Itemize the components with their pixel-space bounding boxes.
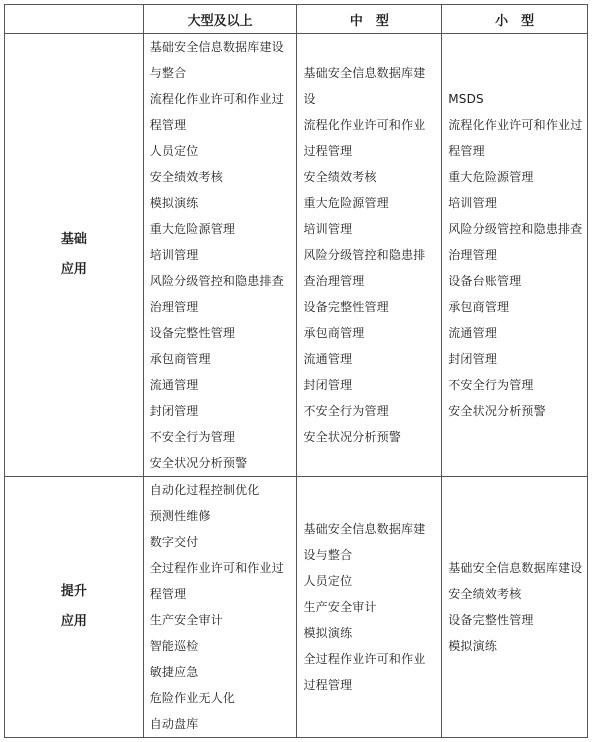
list-item: 不安全行为管理 [448,378,534,392]
list-item: 培训管理 [448,196,498,210]
list-item: 封闭管理 [448,352,498,366]
row-label-basic [5,34,144,477]
list-item: 承包商管理 [149,352,211,366]
list-item: 不安全行为管理 [149,430,236,444]
list-item: 不安全行为管理 [303,404,389,418]
list-item: 基础安全信息数据库建设 [448,561,583,575]
row-label-line: 提升 [60,584,87,599]
list-item: 封闭管理 [303,378,353,392]
list-item: 流程化作业许可和作业过程管理 [448,118,583,158]
cell-upgrade-large [143,477,297,738]
list-item: 模拟演练 [149,196,199,210]
list-item: 生产安全审计 [149,613,223,627]
list-item: 流程化作业许可和作业过程管理 [303,118,426,158]
cell-basic-large [143,34,297,477]
list-item: 设备完整性管理 [149,326,236,340]
list-item: 流通管理 [149,378,199,392]
header-medium: 中 型 [297,5,442,34]
list-item: 敏捷应急 [149,665,199,679]
list-item: 设备台账管理 [448,274,522,288]
list-item: 人员定位 [149,144,199,158]
header-blank [5,5,144,34]
list-item: 流通管理 [448,326,498,340]
list-item: 安全绩效考核 [303,170,377,184]
list-item: 风险分级管控和隐患排查治理管理 [303,248,426,288]
row-upgrade-application [5,477,588,738]
list-item: 重大危险源管理 [303,196,389,210]
list-item: 风险分级管控和隐患排查治理管理 [448,222,583,262]
row-label-line: 应用 [60,262,87,277]
list-item: 模拟演练 [303,626,353,640]
list-item: MSDS [448,92,484,106]
list-item: 全过程作业许可和作业过程管理 [303,652,426,692]
list-item: 基础安全信息数据库建设与整合 [149,40,284,80]
list-item: 自动化过程控制优化 [149,483,260,497]
list-item: 封闭管理 [149,404,199,418]
cell-upgrade-medium [297,477,442,738]
list-item: 全过程作业许可和作业过程管理 [149,561,284,601]
list-item: 安全绩效考核 [448,587,522,601]
list-item: 预测性维修 [149,509,211,523]
list-item: 基础安全信息数据库建设与整合 [303,522,426,562]
list-item: 数字交付 [149,535,199,549]
list-item: 培训管理 [303,222,353,236]
list-item: 设备完整性管理 [303,300,389,314]
list-item: 生产安全审计 [303,600,377,614]
list-item: 流通管理 [303,352,353,366]
list-item: 重大危险源管理 [149,222,236,236]
cell-basic-small [442,34,588,477]
header-small: 小 型 [442,5,588,34]
cell-upgrade-small [442,477,588,738]
list-item: 安全状况分析预警 [448,404,546,418]
list-item: 危险作业无人化 [149,691,236,705]
list-item: 流程化作业许可和作业过程管理 [149,92,284,132]
cell-basic-medium [297,34,442,477]
row-label-upgrade [5,477,144,738]
list-item: 模拟演练 [448,639,498,653]
list-item: 培训管理 [149,248,199,262]
header-large: 大型及以上 [143,5,297,34]
list-item: 人员定位 [303,574,353,588]
list-item: 风险分级管控和隐患排查治理管理 [149,274,284,314]
list-item: 安全绩效考核 [149,170,223,184]
list-item: 承包商管理 [448,300,510,314]
row-label-line: 应用 [60,614,87,629]
list-item: 设备完整性管理 [448,613,534,627]
header-row [5,5,588,34]
row-basic-application [5,34,588,477]
application-table [4,4,588,738]
list-item: 安全状况分析预警 [303,430,402,444]
row-label-line: 基础 [60,232,87,247]
list-item: 重大危险源管理 [448,170,534,184]
list-item: 承包商管理 [303,326,365,340]
list-item: 智能巡检 [149,639,199,653]
list-item: 安全状况分析预警 [149,456,248,470]
list-item: 基础安全信息数据库建设 [303,66,426,106]
list-item: 自动盘库 [149,717,199,731]
